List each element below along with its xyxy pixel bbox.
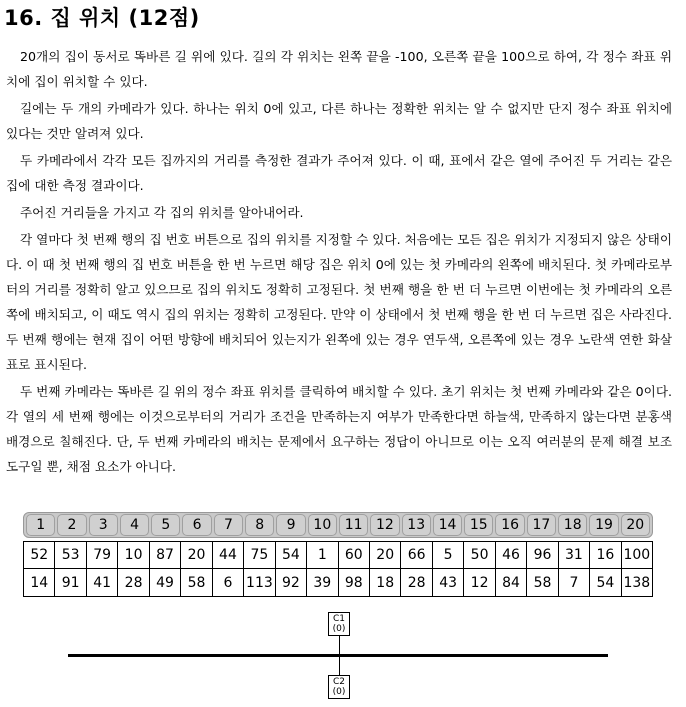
problem-text: [6, 44, 672, 481]
house-button[interactable]: 11: [339, 514, 368, 536]
camera1-distance-cell: 20: [181, 541, 212, 569]
house-button[interactable]: 4: [120, 514, 149, 536]
camera2-distance-cell: 12: [464, 569, 495, 597]
camera2-distance-cell: 28: [118, 569, 149, 597]
house-button[interactable]: 5: [151, 514, 180, 536]
camera2-distance-cell: 92: [276, 569, 307, 597]
camera1-distance-cell: 79: [87, 541, 118, 569]
camera2-distance-cell: 58: [181, 569, 212, 597]
camera1-distance-cell: 50: [464, 541, 495, 569]
house-button-row: [23, 512, 653, 538]
camera1-distance-cell: 87: [150, 541, 181, 569]
camera1-distance-cell: 100: [622, 541, 653, 569]
camera1-distance-cell: 16: [590, 541, 621, 569]
camera2-distance-cell: 54: [590, 569, 621, 597]
house-button[interactable]: 15: [464, 514, 493, 536]
house-button[interactable]: 17: [527, 514, 556, 536]
camera-connector: [339, 636, 340, 676]
house-button[interactable]: 2: [57, 514, 86, 536]
camera1-distance-cell: 31: [559, 541, 590, 569]
camera-c2-position: (0): [332, 687, 346, 697]
house-button[interactable]: 20: [621, 514, 650, 536]
house-button[interactable]: 6: [182, 514, 211, 536]
camera1-distance-cell: 66: [401, 541, 432, 569]
paragraph-4: 주어진 거리들을 가지고 각 집의 위치를 알아내어라.: [20, 205, 304, 220]
camera2-distance-cell: 39: [307, 569, 338, 597]
camera2-distance-cell: 98: [339, 569, 370, 597]
camera1-distance-cell: 44: [213, 541, 244, 569]
house-button[interactable]: 14: [433, 514, 462, 536]
camera1-distance-cell: 20: [370, 541, 401, 569]
house-button[interactable]: 1: [26, 514, 55, 536]
camera2-distance-cell: 7: [559, 569, 590, 597]
camera1-distance-row: [23, 541, 653, 569]
camera1-distance-cell: 46: [496, 541, 527, 569]
house-button[interactable]: 8: [245, 514, 274, 536]
camera1-distance-cell: 54: [276, 541, 307, 569]
camera2-distance-cell: 84: [496, 569, 527, 597]
camera-c1-label: C1: [332, 614, 345, 624]
camera2-distance-cell: 58: [527, 569, 558, 597]
page-title: 16. 집 위치 (12점): [4, 6, 200, 30]
camera-c2[interactable]: [328, 675, 350, 699]
camera1-distance-cell: 75: [244, 541, 275, 569]
house-button[interactable]: 3: [89, 514, 118, 536]
camera2-distance-cell: 138: [622, 569, 653, 597]
camera1-distance-cell: 5: [433, 541, 464, 569]
camera2-distance-row: [23, 569, 653, 597]
camera2-distance-cell: 28: [401, 569, 432, 597]
camera1-distance-cell: 10: [118, 541, 149, 569]
camera1-distance-cell: 52: [24, 541, 55, 569]
camera-c2-label: C2: [332, 677, 345, 687]
paragraph-6: 두 번째 카메라는 똑바른 길 위의 정수 좌표 위치를 클릭하여 배치할 수 있다. 초기 위치는 첫 번째 카메라와 같은 0이다. 각 열의 세 번째 행에는 이것으로부터의 거리가 조건을 만족하는지 여부가 만족한다면 하늘색, 만족하지 않는다면 분홍색 배경으로 칠해진다. 단, 두 번째 카메라의 배치는 문제에서 요구하는 정답이 아니므로 이는 오직 여러분의 문제 해결 보조 도구일 뿐, 채점 요소가 아니다.: [6, 384, 672, 474]
camera1-distance-cell: 1: [307, 541, 338, 569]
house-button[interactable]: 12: [370, 514, 399, 536]
camera1-distance-cell: 60: [339, 541, 370, 569]
camera2-distance-cell: 49: [150, 569, 181, 597]
paragraph-5: 각 열마다 첫 번째 행의 집 번호 버튼으로 집의 위치를 지정할 수 있다. 처음에는 모든 집은 위치가 지정되지 않은 상태이다. 이 때 첫 번째 행의 집 번호 버튼을 한 번 누르면 해당 집은 위치 0에 있는 첫 카메라의 왼쪽에 배치된다. 첫 카메라로부터의 거리를 정확히 알고 있으므로 집의 위치도 정확히 고정된다. 첫 번째 행을 한 번 더 누르면 이번에는 첫 카메라의 오른쪽에 배치되고, 이 때도 역시 집의 위치는 정확히 고정된다. 만약 이 상태에서 첫 번째 행을 한 번 더 누르면 집은 사라진다. 두 번째 행에는 현재 집이 어떤 방향에 배치되어 있는지가 왼쪽에 있는 경우 연두색, 오른쪽에 있는 경우 노란색 연한 화살표로 표시된다.: [6, 232, 672, 372]
camera2-distance-cell: 6: [213, 569, 244, 597]
paragraph-2: 길에는 두 개의 카메라가 있다. 하나는 위치 0에 있고, 다른 하나는 정확한 위치는 알 수 없지만 단지 정수 좌표 위치에 있다는 것만 알려져 있다.: [6, 101, 672, 141]
camera1-distance-cell: 53: [55, 541, 86, 569]
road-line[interactable]: [68, 654, 608, 657]
camera-c1: [328, 612, 350, 636]
camera2-distance-cell: 113: [244, 569, 275, 597]
house-button[interactable]: 16: [495, 514, 524, 536]
paragraph-3: 두 카메라에서 각각 모든 집까지의 거리를 측정한 결과가 주어져 있다. 이 때, 표에서 같은 열에 주어진 두 거리는 같은 집에 대한 측정 결과이다.: [6, 153, 672, 193]
camera1-distance-cell: 96: [527, 541, 558, 569]
house-button[interactable]: 9: [276, 514, 305, 536]
house-button[interactable]: 13: [402, 514, 431, 536]
camera2-distance-cell: 91: [55, 569, 86, 597]
house-button[interactable]: 19: [589, 514, 618, 536]
house-button[interactable]: 7: [214, 514, 243, 536]
house-button[interactable]: 18: [558, 514, 587, 536]
camera2-distance-cell: 14: [24, 569, 55, 597]
paragraph-1: 20개의 집이 동서로 똑바른 길 위에 있다. 길의 각 위치는 왼쪽 끝을 -100, 오른쪽 끝을 100으로 하여, 각 정수 좌표 위치에 집이 위치할 수 있다.: [6, 49, 672, 89]
camera2-distance-cell: 41: [87, 569, 118, 597]
house-button[interactable]: 10: [308, 514, 337, 536]
camera2-distance-cell: 18: [370, 569, 401, 597]
camera-c1-position: (0): [332, 624, 346, 634]
camera2-distance-cell: 43: [433, 569, 464, 597]
